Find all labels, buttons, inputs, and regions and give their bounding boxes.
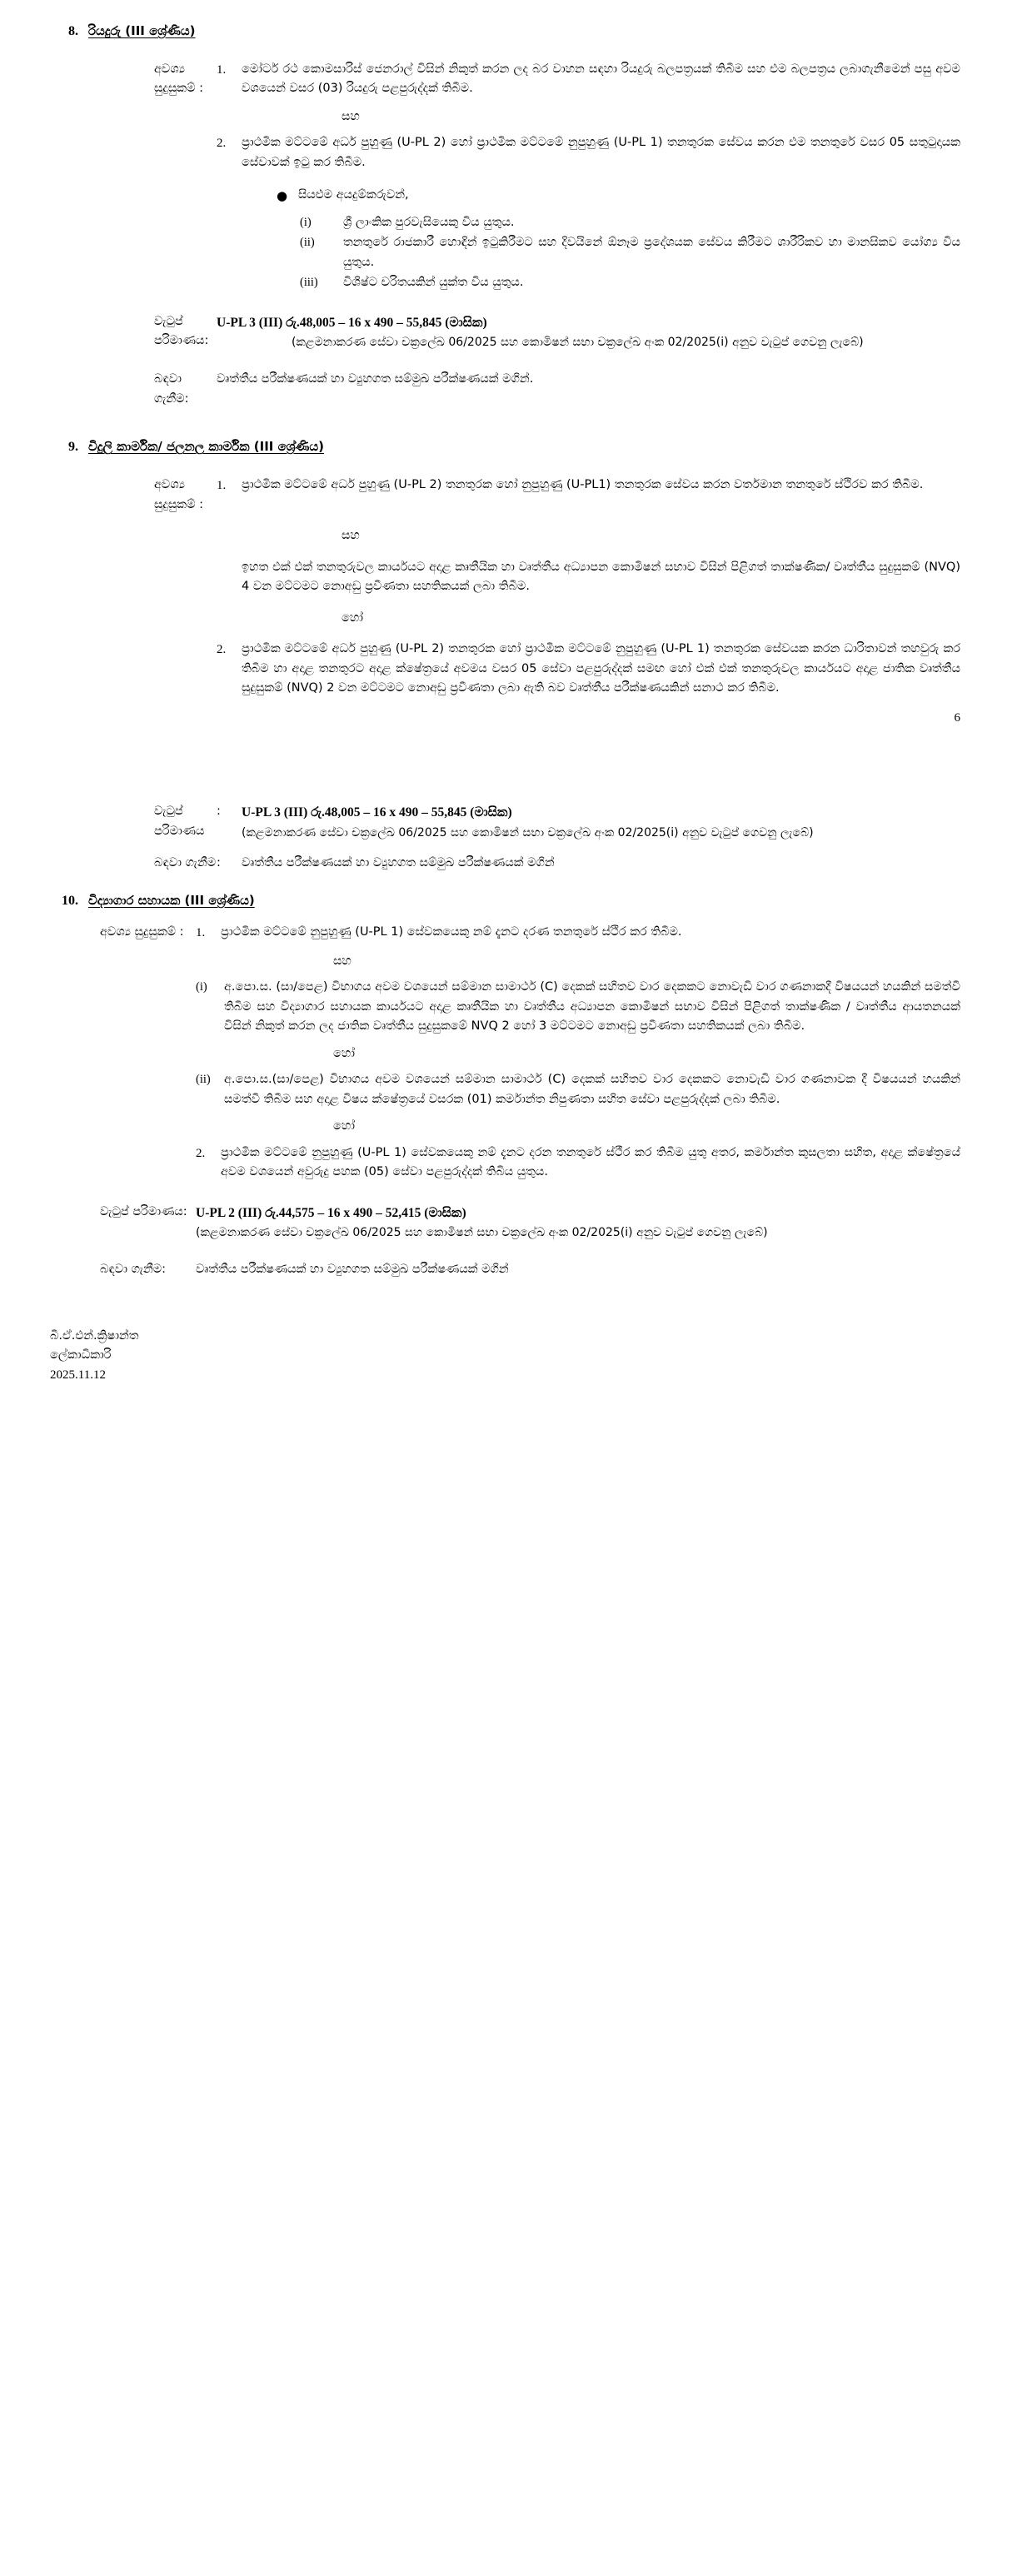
bullet-icon: ● [277, 188, 288, 204]
section-9-connector-2: හෝ [342, 610, 364, 625]
section-9-number: 9. [68, 440, 78, 455]
list-marker: 1. [196, 926, 206, 940]
section-9-qualifications-row [50, 476, 960, 515]
section-9-connector2-row [50, 609, 960, 628]
section-10-connector-3: හෝ [333, 1119, 356, 1134]
section-8-salary-row [50, 312, 960, 352]
list-item [300, 233, 960, 272]
section-8-bullet-row [50, 186, 960, 206]
section-10-connector1-row [50, 952, 960, 971]
list-marker: (i) [196, 980, 207, 994]
list-text: තනතුරේ රාජකාරී හොඳින් ඉටුකිරීමට සහ දිවයිනේ ඕනෑම ප්‍රදේශයක සේවය කිරීමට ශාරීරිකව හා මානසිකව යෝග්‍ය විය යුතුය. [343, 236, 960, 269]
section-9-salary-label: වැටුප් පරිමාණය [154, 805, 205, 838]
list-marker: 1. [217, 63, 227, 77]
section-9-salary-value: U-PL 3 (III) රු.48,005 – 16 x 490 – 55,845 (මාසික) [242, 805, 512, 820]
section-9-recruitment-row [50, 854, 960, 873]
list-marker: 1. [217, 479, 227, 493]
section-10-salary-value: U-PL 2 (III) රු.44,575 – 16 x 490 – 52,415 (මාසික) [196, 1205, 466, 1220]
list-item [196, 923, 960, 943]
section-10-salary-label: වැටුප් පරිමාණය: [100, 1204, 187, 1218]
section-10-connector-1: සහ [333, 954, 351, 968]
list-text: අ.පො.ස. (සා/පෙළ) විභාගය අවම වශයෙන් සම්මාන සාමාර්ථ (C) දෙකක් සහිතව වාර දෙකකට නොවැඩි වාර ගණනාකදී විෂයයන් හයකින් සමත්වී තිබීම සහ විද්‍යාගාර සහායක කාර්යයට අදාළ කෘතීයික හා වෘත්තීය අධ්‍යාපන කොමිෂන් සභාව විසින් පිළිගත් තාක්ෂණික / වෘත්තීය ආයතනයක් විසින් නිකුත් කරන ලද ජාතික වෘත්තීය සුදුසුකමේ NVQ 2 හෝ 3 මට්ටමට නොඅඩු ප්‍රවීණතා සහතිකයක් ලබා තිබීම. [224, 980, 960, 1034]
list-item [217, 476, 960, 496]
section-10-connector3-row [50, 1117, 960, 1136]
section-10-salary-note: (කළමනාකරණ සේවා චක්‍රලේඛ 06/2025 සහ කොමිෂන් සභා චක්‍රලේඛ අංක 02/2025(i) අනුව වැටුප් ගෙවනු ලැබේ) [196, 1225, 768, 1239]
list-item [217, 640, 960, 698]
section-10-roman1-row [50, 978, 960, 1037]
section-9-title: විදුලි කාර්මික/ ජලනල කාර්මික (III ශ්‍රේණිය) [88, 439, 325, 455]
section-9-middle-text: ඉහත එක් එක් තනතුරුවල කාර්යයට අදාළ කෘතීයික හා වෘත්තීය අධ්‍යාපන කොමිෂන් සභාව විසින් පිළිගත් තාක්ෂණික/ වෘත්තීය සුදුසුකම් (NVQ) 4 වන මට්ටමට නොඅඩු ප්‍රවීණතා සහතිකයක් ලබා තිබීම. [242, 560, 960, 594]
list-text: ප්‍රාථමික මට්ටමේ අර්ධ පුහුණු (U-PL 2) තනතුරක හෝ ප්‍රාථමික මට්ටමේ නුපුහුණු (U-PL 1) තනතුරක සේවයක කරන ධාරිතාවන් තහවුරු කර තිබීම හා අදාළ තනතුරට අදාළ ක්ෂේත්‍රයේ අවමය වසර 05 සේවා පළපුරුද්දක් සමඟ හෝ එක් එක් තනතුරුවල කාර්යයට අදාළ ජාතික වෘත්තීය සුදුසුකම් (NVQ) 2 වන මට්ටමට නොඅඩු ප්‍රවීණතා ලබා ඇති බව වෘත්තීය පරීක්ෂණයකින් සනාථ කර තිබීම. [242, 642, 960, 695]
list-text: ප්‍රාථමික මට්ටමේ අර්ධ පුහුණු (U-PL 2) තනතුරක හෝ නුපුහුණු (U-PL1) තනතුරක සේවය කරන වර්තමාන තනතුරේ ස්ථිරව කර තිබීම. [242, 478, 924, 492]
list-marker: (ii) [300, 236, 315, 250]
list-item [196, 1070, 960, 1109]
section-10-item2-row [50, 1144, 960, 1184]
section-10-recruitment-label: බඳවා ගැනීම: [100, 1263, 167, 1277]
section-9-recruitment-label: බඳවා ගැනීම [154, 855, 217, 869]
section-8 [50, 22, 960, 409]
list-item [217, 60, 960, 99]
section-8-bullet-intro: සියළුම අයදුම්කරුවන්, [298, 188, 409, 202]
section-8-title: රියදුරු (III ශ්‍රේණිය) [88, 23, 196, 38]
section-8-item2-row [50, 133, 960, 174]
section-8-connector-row [50, 107, 960, 127]
section-9-salary-row [50, 802, 960, 842]
section-10-connector-2: හෝ [333, 1046, 356, 1060]
list-item [300, 213, 960, 232]
section-9-qualifications-label: අවශ්‍ය සුදුසුකම් : [154, 478, 203, 511]
list-text: විශිෂ්ට චරිතයකින් යුක්ත විය යුතුය. [343, 276, 524, 290]
section-9-recruitment-colon: : [217, 855, 221, 869]
section-9-connector1-row [50, 526, 960, 546]
section-9 [50, 437, 960, 873]
list-item [217, 133, 960, 172]
signature-block [50, 1327, 960, 1385]
section-9-salary-note: (කළමනාකරණ සේවා චක්‍රලේඛ 06/2025 සහ කොමිෂන් සභා චක්‍රලේඛ අංක 02/2025(i) අනුව වැටුප් ගෙවනු ලැබේ) [242, 825, 814, 840]
page-number: 6 [954, 711, 960, 725]
section-8-roman-row [50, 213, 960, 294]
section-9-item2-row [50, 640, 960, 700]
section-10-connector2-row [50, 1044, 960, 1064]
list-text: ප්‍රාථමික මට්ටමේ අර්ධ පුහුණු (U-PL 2) හෝ ප්‍රාථමික මට්ටමේ නුපුහුණු (U-PL 1) තනතුරක සේවය කරන එම තනතුරේ වසර 05 සතුටුදායක සේවාවක් ඉටු කර තිබීම. [242, 136, 960, 169]
section-10-salary-row [50, 1203, 960, 1243]
list-marker: 2. [217, 137, 227, 151]
list-marker: (i) [300, 215, 312, 229]
section-9-middle-row [50, 558, 960, 597]
section-8-number: 8. [68, 24, 78, 38]
section-8-heading [50, 22, 960, 42]
signatory-designation: ලේකාධිකාරි [50, 1348, 112, 1363]
list-item [300, 273, 960, 292]
section-8-salary-note: (කළමනාකරණ සේවා චක්‍රලේඛ 06/2025 සහ කොමිෂන් සභා චක්‍රලේඛ අංක 02/2025(i) අනුව වැටුප් ගෙවනු ලැබේ) [292, 335, 864, 349]
section-8-recruitment-value: වෘත්තීය පරීක්ෂණයක් හා ව්‍යුහගත සම්මුඛ පරීක්ෂණයක් මගින්. [217, 372, 534, 386]
signatory-name: බී.ඒ.එන්.ක්‍රිෂාන්ත [50, 1328, 139, 1343]
section-10-qualifications-label: අවශ්‍ය සුදුසුකම් : [100, 925, 184, 939]
list-item [196, 978, 960, 1036]
section-10-heading [50, 891, 960, 911]
section-9-recruitment-value: වෘත්තීය පරීක්ෂණයක් හා ව්‍යුහගත සම්මුඛ පරීක්ෂණයක් මගින් [242, 855, 555, 869]
section-8-qualifications-row [50, 60, 960, 101]
list-text: ශ්‍රී ලාංකික පුරවැසියෙකු විය යුතුය. [343, 215, 515, 229]
section-10-roman2-row [50, 1070, 960, 1110]
signature-date: 2025.11.12 [50, 1368, 106, 1382]
section-8-salary-value: U-PL 3 (III) රු.48,005 – 16 x 490 – 55,845 (මාසික) [217, 315, 487, 330]
section-8-qualifications-label: අවශ්‍ය සුදුසුකම් : [154, 62, 203, 96]
section-9-salary-colon: : [217, 805, 221, 819]
section-10-qualifications-row [50, 923, 960, 944]
section-10-recruitment-row [50, 1260, 960, 1279]
section-9-connector-1: සහ [342, 529, 360, 543]
section-10-qualification-list [196, 923, 960, 943]
section-8-roman-list [217, 213, 960, 293]
section-8-connector: සහ [342, 109, 360, 123]
list-marker: 2. [196, 1146, 206, 1160]
section-9-qualification-list [217, 476, 960, 496]
section-9-heading [50, 437, 960, 457]
list-text: මෝටර් රථ කොමසාරිස් ජෙනරාල් විසින් නිකුත් කරන ලද බර වාහන සඳහා රියදුරු බලපත්‍රයක් තිබීම සහ එම බලපත්‍රය ලබාගැනීමෙන් පසු අවම වශයෙන් වසර (03) රියදුරු පළපුරුද්දක් තිබීම. [242, 62, 960, 96]
section-8-recruitment-label: බඳවා ගැනීම: [154, 372, 189, 406]
section-8-qualification-list [217, 60, 960, 99]
list-marker: 2. [217, 643, 227, 657]
section-10-number: 10. [62, 894, 78, 909]
list-text: ප්‍රාථමික මට්ටමේ නුපුහුණු (U-PL 1) සේවකයෙකු නම් දැනට දරන තනතුරේ ස්ථීර කර තිබීම යුතු අතර, කර්මාන්ත කුසලතා සහිත, අදාළ ක්ෂේත්‍රයේ අවම වශයෙන් අවුරුදු පහක (05) සේවා පළපුරුද්දක් තිබිය යුතුය. [221, 1145, 960, 1179]
section-8-salary-label: වැටුප් පරිමාණය: [154, 314, 209, 348]
list-marker: (ii) [196, 1073, 211, 1087]
list-item [196, 1144, 960, 1183]
section-10-recruitment-value: වෘත්තීය පරීක්ෂණයක් හා ව්‍යුහගත සම්මුඛ පරීක්ෂණයක් මගින් [196, 1263, 509, 1277]
section-10 [50, 891, 960, 1279]
list-text: ප්‍රාථමික මට්ටමේ නුපුහුණු (U-PL 1) සේවකයෙකු නම් දැනට දරණ තනතුරේ ස්ථිර කර තිබීම. [221, 925, 682, 939]
section-8-recruitment-row [50, 370, 960, 409]
list-marker: (iii) [300, 276, 318, 290]
section-10-title: විද්‍යාගාර සහායක (III ශ්‍රේණිය) [88, 893, 255, 909]
list-text: අ.පො.ස.(සා/පෙළ) විභාගය අවම වශයෙන් සම්මාන සාමාර්ථ (C) දෙකක් සහිතව වාර දෙකකට නොවැඩි වාර ගණනාවක දී විෂයයන් හයකින් සමත්වී තිබීම සහ අදාළ විෂය ක්ෂේත්‍රයේ වසරක (01) කර්මාන්ත නිපුණතා සහිත සේවා පළපුරුද්දක් ලබා තිබීම. [224, 1073, 960, 1106]
